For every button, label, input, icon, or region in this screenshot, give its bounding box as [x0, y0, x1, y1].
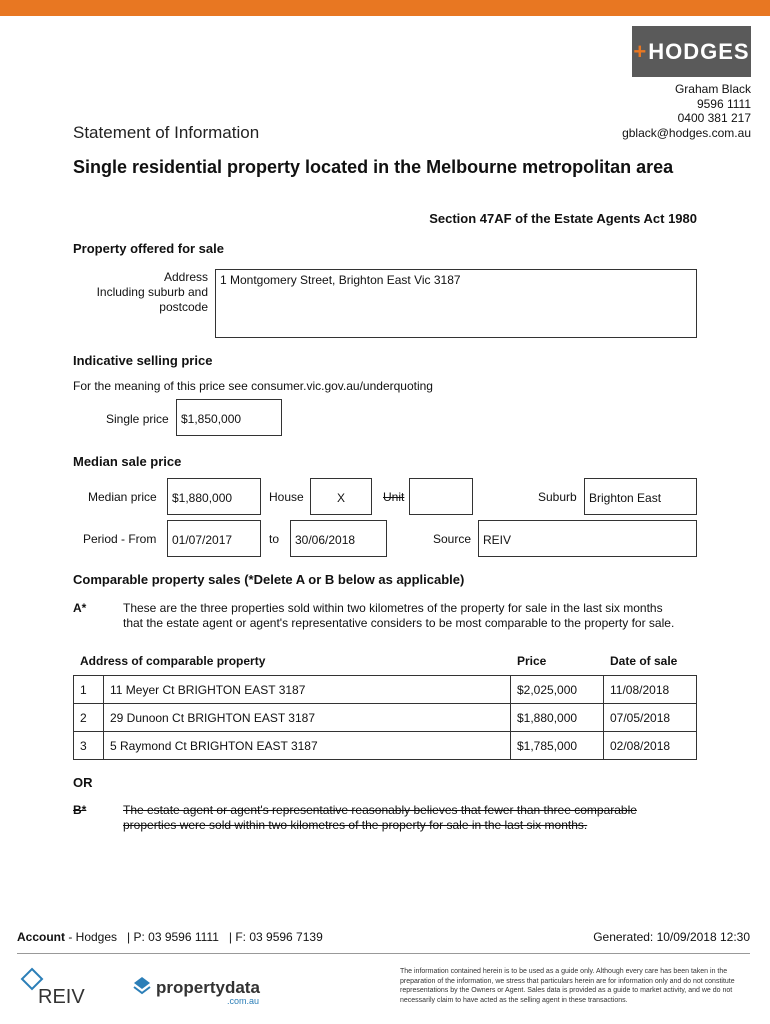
unit-label: Unit	[383, 490, 405, 504]
period-from-field: 01/07/2017	[167, 520, 261, 557]
svg-text:REIV: REIV	[38, 986, 85, 1007]
account-line: Account - Hodges | P: 03 9596 1111 | F: 03 9596 7139	[17, 930, 323, 944]
property-heading: Property offered for sale	[73, 241, 224, 256]
page-title: Single residential property located in the Melbourne metropolitan area	[73, 157, 674, 177]
option-a-label: A*	[73, 601, 87, 615]
option-b-label: B*	[73, 803, 87, 817]
median-price-field: $1,880,000	[167, 478, 261, 515]
period-label: Period - From	[83, 532, 157, 546]
source-field: REIV	[478, 520, 697, 557]
median-price-label: Median price	[88, 490, 157, 504]
single-price-label: Single price	[106, 412, 169, 426]
house-label: House	[269, 490, 304, 504]
agent-email[interactable]: gblack@hodges.com.au	[622, 125, 751, 140]
svg-text:propertydata: propertydata	[156, 978, 260, 997]
footer-divider	[17, 953, 750, 954]
house-checkbox: X	[310, 478, 372, 515]
propertydata-logo	[132, 973, 272, 1009]
period-to-field: 30/06/2018	[290, 520, 387, 557]
reiv-logo	[18, 967, 93, 1007]
or-separator: OR	[73, 775, 93, 790]
top-accent-bar	[0, 0, 770, 16]
address-label: Address Including suburb and postcode	[96, 270, 208, 314]
agent-phone: 9596 1111	[696, 96, 751, 111]
address-field: 1 Montgomery Street, Brighton East Vic 3187	[215, 269, 697, 338]
suburb-field: Brighton East	[584, 478, 697, 515]
agent-mobile: 0400 381 217	[677, 111, 751, 125]
suburb-label: Suburb	[538, 490, 577, 504]
option-b-text: The estate agent or agent's representative reasonably believes that fewer than three comparable properties were sold within two kilometres of the property for sale in the last six months.	[123, 803, 637, 832]
comparable-table	[73, 675, 697, 760]
table-row: 1 11 Meyer Ct BRIGHTON EAST 3187 $2,025,000 11/08/2018	[74, 676, 697, 704]
col-address-header: Address of comparable property	[80, 654, 266, 668]
col-date-header: Date of sale	[610, 654, 678, 668]
period-to-label: to	[269, 532, 280, 546]
indicative-heading: Indicative selling price	[73, 353, 213, 368]
source-label: Source	[433, 532, 472, 546]
agent-contact	[622, 82, 751, 140]
comparable-heading: Comparable property sales (*Delete A or B below as applicable)	[73, 572, 465, 587]
underquoting-note: For the meaning of this price see consumer.vic.gov.au/underquoting	[73, 379, 433, 393]
option-a-text: These are the three properties sold within two kilometres of the property for sale in the last six months that the estate agent or agent's representative considers to be most comparable to the property for sale.	[123, 601, 675, 630]
unit-checkbox	[409, 478, 473, 515]
median-heading: Median sale price	[73, 454, 182, 469]
act-section: Section 47AF of the Estate Agents Act 1980	[429, 211, 697, 226]
disclaimer: The information contained herein is to be used as a guide only. Although every care has been taken in the preparation of the information, we stress that particulars herein are for information only and do not constitute representations by the Owners or Agent. Sales data is provided as a guide to market activity, and we do not necessarily claim to have acted as the selling agent in these transactions.	[400, 968, 735, 1004]
agent-name: Graham Black	[674, 82, 751, 96]
svg-text:.com.au: .com.au	[227, 996, 260, 1006]
table-row: 2 29 Dunoon Ct BRIGHTON EAST 3187 $1,880,000 07/05/2018	[74, 704, 697, 732]
statement-heading: Statement of Information	[73, 123, 260, 142]
col-price-header: Price	[517, 654, 547, 668]
single-price-field: $1,850,000	[176, 399, 282, 436]
generated-timestamp: Generated: 10/09/2018 12:30	[593, 930, 750, 944]
table-row: 3 5 Raymond Ct BRIGHTON EAST 3187 $1,785,000 02/08/2018	[74, 732, 697, 760]
hodges-logo: + HODGES	[632, 26, 751, 77]
